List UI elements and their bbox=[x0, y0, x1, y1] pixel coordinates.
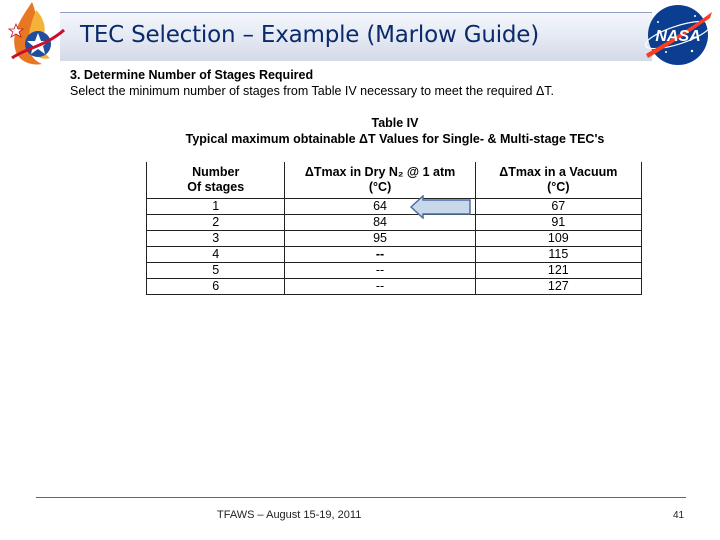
cell-dry-n2: -- bbox=[285, 279, 475, 295]
cell-vacuum: 109 bbox=[475, 231, 641, 247]
cell-stages: 1 bbox=[147, 199, 285, 215]
page-title: TEC Selection – Example (Marlow Guide) bbox=[80, 22, 540, 48]
table-caption-subtitle: Typical maximum obtainable ΔT Values for Single- & Multi-stage TEC's bbox=[185, 132, 605, 146]
cell-dry-n2: -- bbox=[285, 263, 475, 279]
cell-vacuum: 67 bbox=[475, 199, 641, 215]
cell-vacuum: 121 bbox=[475, 263, 641, 279]
table-row bbox=[147, 231, 642, 247]
table-row bbox=[147, 263, 642, 279]
cell-dry-n2: 64 bbox=[285, 199, 475, 215]
header-dry-n2-line2: (°C) bbox=[368, 180, 392, 194]
table-caption-title: Table IV bbox=[371, 116, 419, 130]
cell-dry-n2: 84 bbox=[285, 215, 475, 231]
table-header-row bbox=[147, 162, 642, 199]
footer-divider bbox=[36, 497, 686, 498]
cell-vacuum: 115 bbox=[475, 247, 641, 263]
header-vacuum-line2: (°C) bbox=[547, 180, 570, 194]
pointer-arrow-icon bbox=[410, 195, 472, 219]
nasa-logo-text: NASA bbox=[655, 28, 701, 45]
header-vacuum bbox=[475, 162, 641, 199]
cell-stages: 4 bbox=[147, 247, 285, 263]
cell-stages: 6 bbox=[147, 279, 285, 295]
header-stages bbox=[147, 162, 285, 199]
cell-vacuum: 127 bbox=[475, 279, 641, 295]
cell-stages: 5 bbox=[147, 263, 285, 279]
delta-t-table bbox=[146, 162, 642, 295]
header-vacuum-line1: ΔTmax in a Vacuum bbox=[499, 165, 618, 179]
footer-text: TFAWS – August 15-19, 2011 bbox=[217, 509, 362, 521]
page-number: 41 bbox=[673, 510, 685, 521]
cell-dry-n2: -- bbox=[285, 247, 475, 263]
table-caption bbox=[145, 115, 645, 147]
cell-vacuum: 91 bbox=[475, 215, 641, 231]
mission-patch-logo-icon bbox=[2, 0, 72, 68]
header-stages-line1: Number bbox=[192, 165, 240, 179]
table-row bbox=[147, 279, 642, 295]
cell-dry-n2: 95 bbox=[285, 231, 475, 247]
cell-stages: 2 bbox=[147, 215, 285, 231]
header-stages-line2: Of stages bbox=[187, 180, 245, 194]
header-dry-n2-line1: ΔTmax in Dry N₂ @ 1 atm bbox=[304, 165, 456, 179]
step-text: Select the minimum number of stages from Table IV necessary to meet the required ΔT. bbox=[70, 84, 555, 98]
table-row bbox=[147, 199, 642, 215]
header-dry-n2 bbox=[285, 162, 475, 199]
step-heading: 3. Determine Number of Stages Required bbox=[70, 68, 314, 82]
table-row bbox=[147, 215, 642, 231]
cell-stages: 3 bbox=[147, 231, 285, 247]
table-row bbox=[147, 247, 642, 263]
nasa-meatball-logo-icon bbox=[640, 2, 716, 68]
